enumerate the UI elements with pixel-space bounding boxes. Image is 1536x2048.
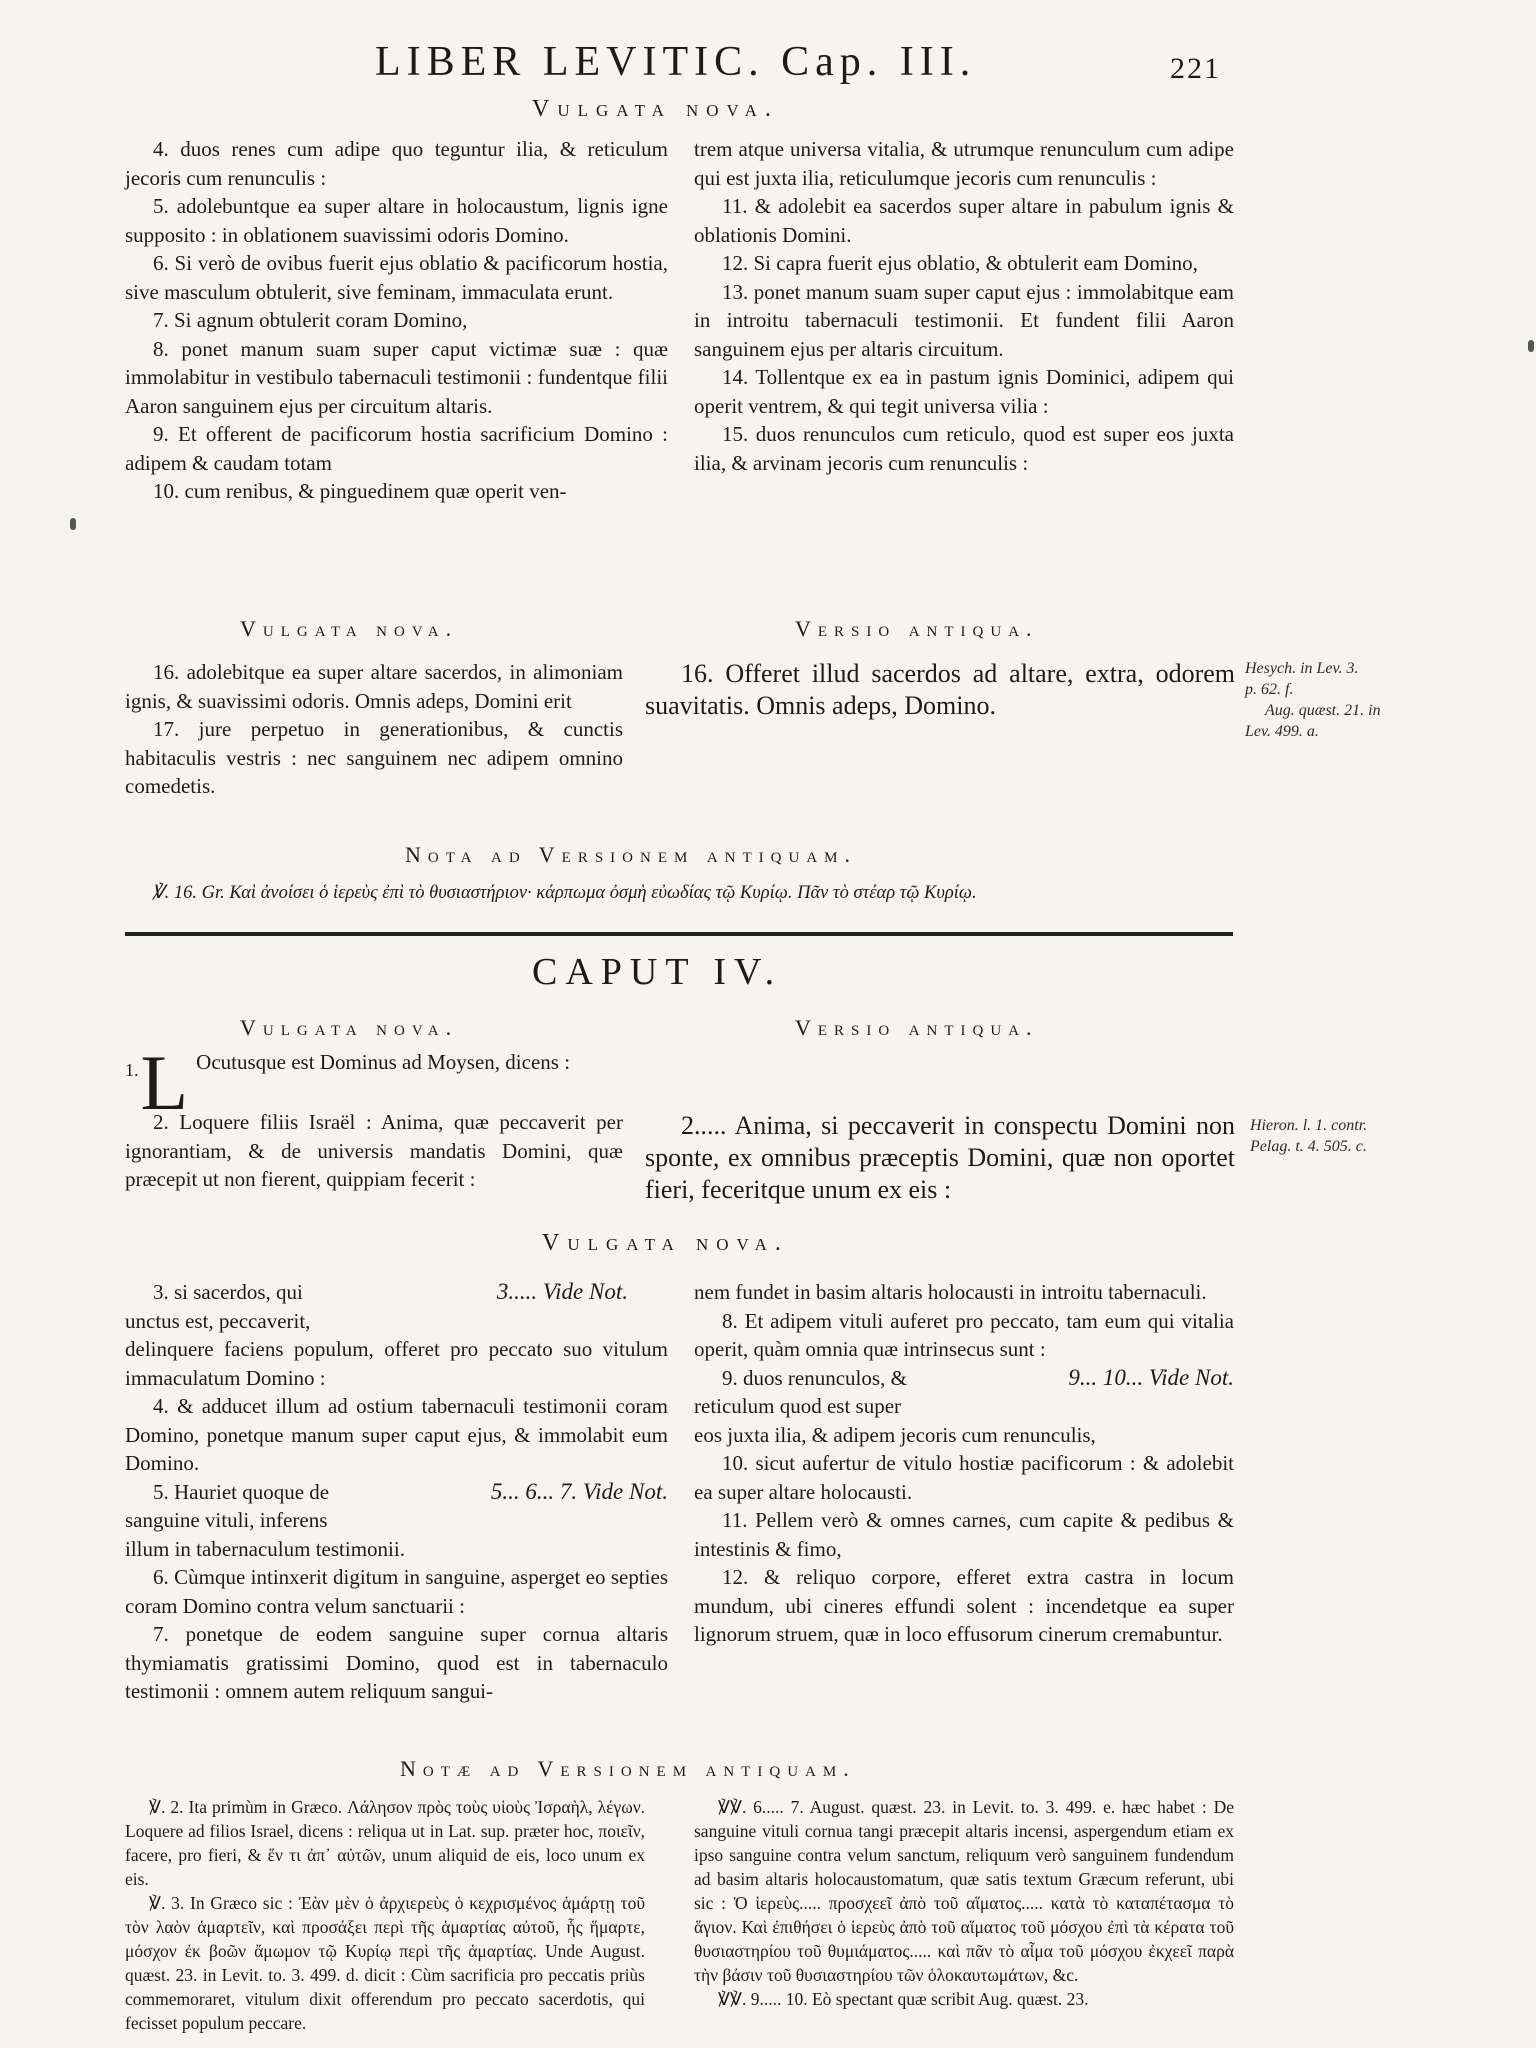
note: ℣℣. 9..... 10. Eò spectant quæ scribit Aug. quæst. 23. xyxy=(718,1989,1089,2009)
verse: 14. Tollentque ex ea in pastum ignis Dominici, adipem qui operit ventrem, & qui tegit universa vilia : xyxy=(694,365,1234,418)
verse: 15. duos renunculos cum reticulo, quod est super eos juxta ilia, & arvinam jecoris cum renunculis : xyxy=(694,422,1234,475)
vide-note: 3..... Vide Not. xyxy=(496,1279,628,1304)
heading-vulgata-nova: Vulgata nova. xyxy=(240,1015,459,1040)
side-references xyxy=(1250,1115,1430,1157)
notae-right-column xyxy=(694,1795,1234,2011)
heading-versio-antiqua: Versio antiqua. xyxy=(795,616,1039,641)
notae-left-column xyxy=(125,1795,645,2035)
side-references xyxy=(1245,658,1425,742)
side-ref: Pelag. t. 4. 505. c. xyxy=(1250,1138,1367,1155)
verse: 7. Si agnum obtulerit coram Domino, xyxy=(153,308,468,332)
caput-verse-1 xyxy=(125,1039,623,1126)
verse: 17. jure perpetuo in generationibus, & cunctis habitaculis vestris : nec sanguinem nec adipem omnino comedetis. xyxy=(125,717,623,798)
verse: 5. adolebuntque ea super altare in holocaustum, lignis igne supposito : in oblationem suavissimi odoris Domino. xyxy=(125,194,668,247)
verse: 11. & adolebit ea sacerdos super altare in pabulum ignis & oblationis Domini. xyxy=(694,194,1234,247)
verse: 6. Cùmque intinxerit digitum in sanguine, asperget eo septies coram Domino contra velum sanctuarii : xyxy=(125,1565,668,1618)
notae-heading: Notæ ad Versionem antiquam. xyxy=(400,1756,856,1781)
side-ref: Hesych. in Lev. 3. xyxy=(1245,660,1359,677)
verse-line: sanguine vituli, inferens xyxy=(125,1508,328,1532)
verse-line: unctus est, peccaverit, xyxy=(125,1308,311,1333)
verse: 16. adolebitque ea super altare sacerdos, in alimoniam ignis, & suavissimi odoris. Omnis adeps, Domini erit xyxy=(125,660,623,713)
section-rule xyxy=(125,932,1233,936)
verse: 13. ponet manum suam super caput ejus : immolabitque eam in introitu tabernaculi testimonii. Et fundent filii Aaron sanguinem ejus per altaris circuitum. xyxy=(694,279,1234,361)
verse: 2. Loquere filiis Israël : Anima, quæ peccaverit per ignorantiam, & de universis mandatis Domini, quæ præcepit ut non fierent, quippiam fecerit : xyxy=(125,1110,623,1191)
top-left-column xyxy=(125,135,668,506)
antiqua-verse-16: 16. Offeret illud sacerdos ad altare, extra, odorem suavitatis. Omnis adeps, Domino. xyxy=(645,659,1235,720)
verse-line: delinquere faciens populum, offeret pro peccato suo vitulum immaculatum Domino : xyxy=(125,1337,668,1390)
heading-versio-antiqua: Versio antiqua. xyxy=(795,1015,1039,1040)
lower-left-column xyxy=(125,1278,668,1706)
verse-line: eos juxta ilia, & adipem jecoris cum renunculis, xyxy=(694,1422,1096,1447)
note: ℣℣. 6..... 7. August. quæst. 23. in Levit. to. 3. 499. e. hæc habet : De sanguine vituli cornua tangi præcepit altaris incensi, aspergendum etiam ex ipso sanguine contra velum sanctum, reliquum verò sanguinem fundendum ad basim altaris holocaustomatum, quæ satis textum Græcum referunt, ubi sic : Ὁ ἱερεὺς..... προσχεεῖ ἀπὸ τοῦ αἵματος..... κατὰ τὸ καταπέτασμα τὸ ἅγιον. Καὶ ἐπιθήσει ὁ ἱερεὺς ἀπὸ τοῦ αἵματος τοῦ μόσχου ἐπὶ τὰ κέρατα τοῦ θυσιαστηρίου τοῦ θυμιάματος..... καὶ πᾶν τὸ αἷμα τοῦ μόσχου ἐκχεεῖ παρὰ τὴν βάσιν τοῦ θυσιαστηρίου τῶν ὁλοκαυτωμάτων, &c. xyxy=(694,1797,1234,1985)
page-number: 221 xyxy=(1170,52,1221,85)
caput-verse-2-left xyxy=(125,1108,623,1194)
antiqua-verse-2: 2..... Anima, si peccaverit in conspectu Domini non sponte, ex omnibus præceptis Domini, quæ non oportet fieri, feceritque unum ex eis : xyxy=(645,1111,1235,1204)
heading-vulgata-nova-mid: Vulgata nova. xyxy=(542,1230,789,1256)
vide-note: 9... 10... Vide Not. xyxy=(1068,1364,1234,1390)
verse: 4. & adducet illum ad ostium tabernaculi testimonii coram Domino, ponetque manum super caput ejus, & immolabit eum Domino. xyxy=(125,1394,668,1475)
side-ref: p. 62. f. xyxy=(1245,681,1294,698)
verse: 9. duos renunculos, & xyxy=(722,1365,907,1390)
verse-line: illum in tabernaculum testimonii. xyxy=(125,1536,405,1561)
verse-line: nem fundet in basim altaris holocausti in introitu tabernaculi. xyxy=(694,1280,1207,1304)
vide-note: 5... 6... 7. Vide Not. xyxy=(490,1478,668,1504)
verse: trem atque universa vitalia, & utrumque renunculum cum adipe qui est juxta ilia, reticulumque jecoris cum renunculis : xyxy=(694,137,1234,190)
nota-heading: Nota ad Versionem antiquam. xyxy=(405,842,857,867)
verse: 9. Et offerent de pacificorum hostia sacrificium Domino : adipem & caudam totam xyxy=(125,422,668,475)
heading-vulgata-nova: Vulgata nova. xyxy=(240,616,459,641)
verse-number: 1. xyxy=(125,1060,139,1080)
side-ref: Aug. quæst. 21. in xyxy=(1265,702,1381,719)
chapter-title: CAPUT IV. xyxy=(532,951,783,993)
verse: 8. ponet manum suam super caput victimæ suæ : quæ immolabitur in vestibulo tabernaculi testimonii : fundentque filii Aaron sanguinem ejus per circuitum altaris. xyxy=(125,336,668,418)
note: ℣. 2. Ita primùm in Græco. Λάλησον πρὸς τοὺς υἱοὺς Ἰσραὴλ, λέγων. Loquere ad filios Israel, dicens : reliqua ut in Lat. sup. præter hoc, ποιεῖν, facere, pro fieri, & ἕν τι ἀπ᾽ αὐτῶν, unum aliquid de eis, loco unum ex eis. xyxy=(125,1797,645,1889)
verse: 8. Et adipem vituli auferet pro peccato, tam eum qui vitalia operit, quàm omnia quæ intrinsecus sunt : xyxy=(694,1308,1234,1361)
verse: 10. cum renibus, & pinguedinem quæ operit ven- xyxy=(153,479,567,503)
verse: 6. Si verò de ovibus fuerit ejus oblatio & pacificorum hostia, sive masculum obtulerit, sive feminam, immaculata erunt. xyxy=(125,251,668,304)
verse: 5. Hauriet quoque de xyxy=(153,1479,330,1504)
drop-cap: L xyxy=(140,1039,189,1126)
side-ref: Hieron. l. 1. contr. xyxy=(1250,1117,1368,1134)
verse: 4. duos renes cum adipe quo teguntur ilia, & reticulum jecoris cum renunculis : xyxy=(125,137,668,190)
verse: 12. & reliquo corpore, efferet extra castra in locum mundum, ubi cineres effundi solent : incendetque ea super lignorum struem, quæ in loco effusorum cinerum cremabuntur. xyxy=(694,1565,1234,1646)
note: ℣. 3. In Græco sic : Ἐὰν μὲν ὁ ἀρχιερεὺς ὁ κεχρισμένος ἁμάρτῃ τοῦ τὸν λαὸν ἁμαρτεῖν, καὶ προσάξει περὶ τῆς ἁμαρτίας αὐτοῦ, ἧς ἥμαρτε, μόσχον ἐκ βοῶν ἄμωμον τῷ Κυρίῳ περὶ τῆς ἁμαρτίας. Unde August. quæst. 23. in Levit. to. 3. 499. d. dicit : Cùm sacrificia pro peccatis priùs commemoraret, vitulum dixit offerendum pro peccato sacerdotis, qui fecisset populum peccare. xyxy=(125,1893,645,2033)
margin-speck xyxy=(1528,340,1534,352)
verse: 12. Si capra fuerit ejus oblatio, & obtulerit eam Domino, xyxy=(722,251,1198,275)
verse: 3. si sacerdos, qui xyxy=(153,1280,303,1304)
top-right-column xyxy=(694,135,1234,477)
verse-text: Ocutusque est Dominus ad Moysen, dicens : xyxy=(196,1050,571,1074)
lower-right-column xyxy=(694,1278,1234,1649)
block2-left-column xyxy=(125,658,623,801)
verse: 10. sicut aufertur de vitulo hostiæ pacificorum : & adolebit ea super altare holocausti. xyxy=(694,1451,1234,1504)
section-heading-vulgata: Vulgata nova. xyxy=(532,96,779,122)
side-ref: Lev. 499. a. xyxy=(1245,723,1319,740)
margin-speck xyxy=(70,518,76,530)
verse: 11. Pellem verò & omnes carnes, cum capite & pedibus & intestinis & fimo, xyxy=(694,1508,1234,1561)
verse-line: reticulum quod est super xyxy=(694,1394,902,1418)
nota-greek-text: ℣. 16. Gr. Καὶ ἀνοίσει ὁ ἱερεὺς ἐπὶ τὸ θυσιαστήριον· κάρπωμα ὀσμὴ εὐωδίας τῷ Κυρίῳ. Πᾶν τὸ στέαρ τῷ Κυρίῳ. xyxy=(152,883,977,903)
verse: 7. ponetque de eodem sanguine super cornua altaris thymiamatis gratissimi Domino, quod est in tabernaculo testimonii : omnem autem reliquum sangui- xyxy=(125,1622,668,1703)
running-title: LIBER LEVITIC. Cap. III. xyxy=(375,39,977,85)
